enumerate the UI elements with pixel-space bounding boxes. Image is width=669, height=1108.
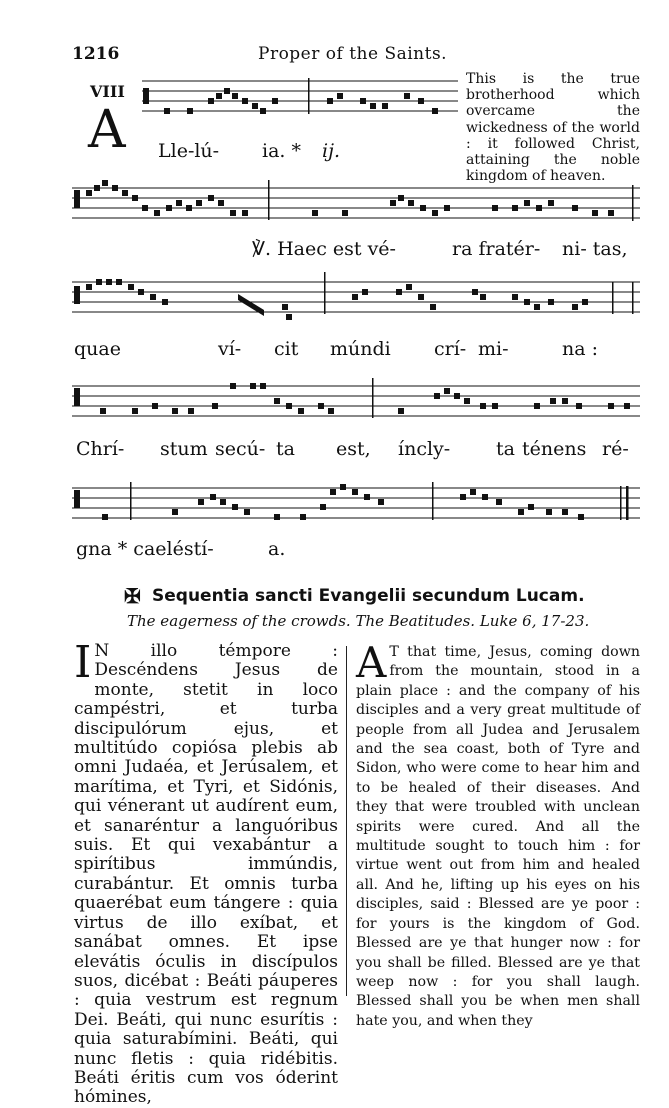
- lyric-cit: cit: [274, 338, 299, 360]
- english-text: T that time, Jesus, coming down from the mountain, stood in a plain place : and the company of his disciples and a very great multitude of people from all Judea and Jerusalem and the sea coast, both of Tyre and Sidon, who were come to hear him and to be healed of their diseases. And they that were troubled with unclean spirits were cured. And all the multitude sought to touch him : for virtue went out from him and healed all. And he, lifting up his eyes on his disciples, said : Blessed are ye poor : for yours is the kingdom of God. Blessed are ye that hunger now : for you shall be filled. Blessed are ye that weep now : for you shall laugh. Blessed shall you be when men shall hate you, and when they: [356, 644, 640, 1029]
- lyric-secu: secú-: [215, 438, 266, 460]
- chant-translation: This is the true brotherhood which overcame the wickedness of the world : it followed Christ, attaining the noble kingdom of heaven.: [466, 71, 640, 185]
- lyric-regna: gna * caeléstí-: [76, 538, 214, 560]
- lyric-cri: crí-: [434, 338, 467, 360]
- staff-3: [72, 272, 640, 322]
- lyric-incly: íncly-: [398, 438, 451, 460]
- lyric-alleluia: Lle-lú-: [158, 140, 220, 162]
- lyric-chri: Chrí-: [76, 438, 125, 460]
- staff-5: [72, 482, 640, 532]
- column-divider: [346, 646, 347, 996]
- lyric-tenens: ténens: [522, 438, 587, 460]
- lyric-vi: ví-: [218, 338, 242, 360]
- lyric-haec: ℣. Haec est vé-: [252, 238, 396, 260]
- latin-column: [74, 637, 338, 1108]
- cross-icon: ✠: [124, 584, 141, 608]
- lyric-mundi: múndi: [330, 338, 391, 360]
- page-number: 1216: [72, 44, 120, 64]
- english-column: [356, 638, 640, 1031]
- lyric-mi: mi-: [478, 338, 509, 360]
- latin-text: N illo témpore : Descéndens Jesus de monte, stetit in loco campéstri, et turba discipulórum ejus, et multitúdo copiósa plebis ab omni Judaéa, et Jerúsalem, et marítima, et Tyri, et Sidónis, qui vénerant ut audírent eum, et sanaréntur a languóribus suis. Et qui vexabántur a spirítibus immúndis, curabántur. Et omnis turba quaerébat eum tángere : quia virtus de illo exíbat, et sanábat omnes. Et ipse elevátis óculis in discípulos suos, dicébat : Beáti páuperes : quia vestrum est regnum Dei. Beáti, qui nunc esurítis : quia saturabímini. Beáti, qui nunc fletis : quia ridébitis. Beáti éritis cum vos óderint hómines,: [74, 641, 338, 1108]
- lyric-fratern: ra fratér-: [452, 238, 541, 260]
- lyric-ta: ta: [276, 438, 295, 460]
- lyric-quae: quae: [74, 338, 121, 360]
- lyric-est: est,: [336, 438, 371, 460]
- latin-drop-initial: I: [74, 637, 92, 688]
- english-drop-initial: A: [356, 638, 387, 687]
- gospel-title: Sequentia sancti Evangelii secundum Lucam.: [152, 586, 585, 606]
- lyric-na: na :: [562, 338, 599, 360]
- chant-initial: A: [88, 100, 126, 160]
- lyric-ij: ij.: [322, 140, 341, 162]
- staff-4: [72, 378, 640, 428]
- staff-1: [142, 78, 458, 128]
- running-title: Proper of the Saints.: [258, 44, 448, 64]
- neumes-1: [143, 78, 438, 114]
- lyric-stum: stum: [160, 438, 208, 460]
- staff-2: [72, 180, 640, 230]
- lyric-nitas: ni- tas,: [562, 238, 628, 260]
- lyric-ta-2: ta: [496, 438, 515, 460]
- lyric-a: a.: [268, 538, 286, 560]
- gospel-subtitle: The eagerness of the crowds. The Beatitudes. Luke 6, 17-23.: [127, 612, 590, 630]
- lyric-re: ré-: [602, 438, 629, 460]
- lyric-ia: ia. *: [262, 140, 301, 162]
- mode-number: VIII: [90, 82, 125, 101]
